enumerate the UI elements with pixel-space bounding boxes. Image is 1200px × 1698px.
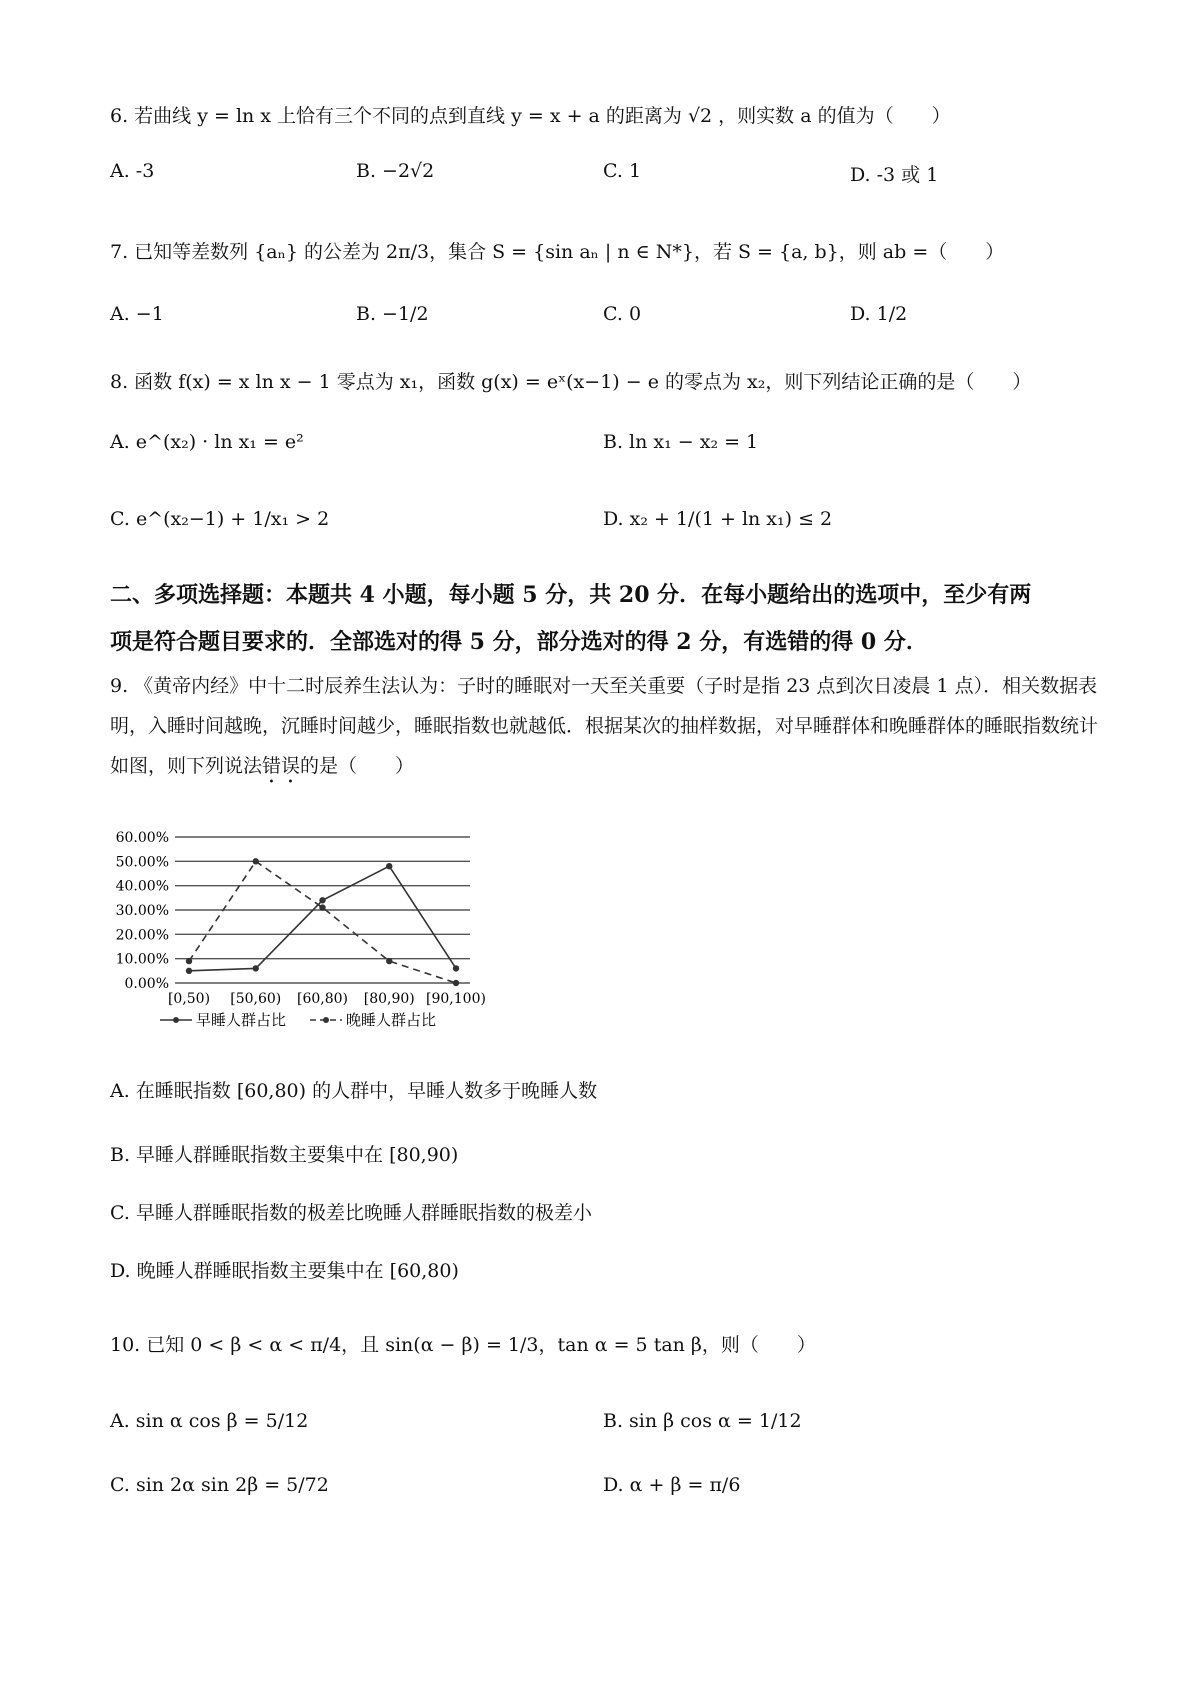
q10-stem: 10. 已知 0 < β < α < π/4，且 sin(α − β) = 1/3，tan α = 5 tan β，则（ ） (110, 1334, 816, 1356)
q7-option-b: B. −1/2 (356, 303, 429, 325)
q8-option-a: A. e^(x₂) · ln x₁ = e² (110, 431, 304, 453)
x-tick-label: [80,90) (363, 991, 415, 1007)
q9-option-d: D. 晚睡人群睡眠指数主要集中在 [60,80) (110, 1260, 459, 1282)
q10-option-a: A. sin α cos β = 5/12 (110, 1410, 309, 1432)
legend-marker (173, 1017, 179, 1023)
data-point (453, 980, 459, 986)
q8-option-c: C. e^(x₂−1) + 1/x₁ > 2 (110, 508, 330, 530)
x-tick-label: [50,60) (230, 991, 282, 1007)
legend-label: 早睡人群占比 (196, 1011, 287, 1029)
q7-option-d: D. 1/2 (850, 303, 908, 325)
q10-option-d: D. α + β = π/6 (603, 1474, 741, 1496)
data-point (453, 965, 459, 971)
q8-option-b: B. ln x₁ − x₂ = 1 (603, 431, 759, 453)
series-line (189, 866, 456, 971)
x-tick-label: [60,80) (296, 991, 349, 1007)
q9-stem (110, 666, 1110, 788)
q6-stem: 6. 若曲线 y = ln x 上恰有三个不同的点到直线 y = x + a 的距离为 √2 ，则实数 a 的值为（ ） (110, 105, 951, 127)
q9-stem-before: 9. 《黄帝内经》中十二时辰养生法认为：子时的睡眠对一天至关重要（子时是指 23 点到次日凌晨 1 点）．相关数据表明，入睡时间越晚，沉睡时间越少，睡眠指数也就越低．根据某次的抽样数据，对早睡群体和晚睡群体的睡眠指数统计如图，则下列说法 (110, 675, 1099, 777)
sleep-index-chart (100, 820, 490, 1035)
y-tick-label: 40.00% (115, 878, 169, 895)
section-heading-line1: 二、多项选择题：本题共 4 小题，每小题 5 分，共 20 分．在每小题给出的选项中，至少有两 (110, 582, 1032, 608)
x-tick-label: [0,50) (167, 991, 211, 1007)
data-point (319, 904, 325, 910)
series-line (189, 861, 456, 983)
data-point (253, 858, 259, 864)
data-point (186, 958, 192, 964)
data-point (319, 897, 325, 903)
q7-option-c: C. 0 (603, 303, 642, 325)
section-heading-line2: 项是符合题目要求的．全部选对的得 5 分，部分选对的得 2 分，有选错的得 0 分． (110, 629, 928, 655)
q6-option-c: C. 1 (603, 160, 642, 182)
y-tick-label: 30.00% (115, 903, 169, 919)
legend-label: 晚睡人群占比 (346, 1011, 437, 1029)
q6-option-a: A. -3 (110, 160, 155, 182)
y-tick-label: 50.00% (115, 854, 169, 871)
y-tick-label: 0.00% (124, 976, 169, 992)
q8-stem: 8. 函数 f(x) = x ln x − 1 零点为 x₁，函数 g(x) = eˣ(x−1) − e 的零点为 x₂，则下列结论正确的是（ ） (110, 371, 1032, 393)
y-tick-label: 20.00% (115, 927, 169, 944)
q9-stem-after: 的是（ ） (300, 755, 415, 777)
data-point (386, 863, 392, 869)
q9-option-a: A. 在睡眠指数 [60,80) 的人群中，早睡人数多于晚睡人数 (110, 1080, 598, 1102)
x-tick-label: [90,100) (426, 991, 486, 1007)
legend-marker (323, 1017, 329, 1023)
y-tick-label: 10.00% (115, 951, 169, 968)
data-point (253, 965, 259, 971)
q6-option-d: D. -3 或 1 (850, 164, 939, 186)
q9-option-c: C. 早睡人群睡眠指数的极差比晚睡人群睡眠指数的极差小 (110, 1202, 592, 1224)
q7-stem: 7. 已知等差数列 {aₙ} 的公差为 2π/3，集合 S = {sin aₙ | n ∈ N*}，若 S = {a, b}，则 ab =（ ） (110, 241, 1005, 263)
q7-option-a: A. −1 (110, 303, 164, 325)
q10-option-c: C. sin 2α sin 2β = 5/72 (110, 1474, 329, 1496)
q10-option-b: B. sin β cos α = 1/12 (603, 1410, 802, 1432)
q6-option-b: B. −2√2 (356, 160, 435, 182)
q9-option-b: B. 早睡人群睡眠指数主要集中在 [80,90) (110, 1144, 459, 1166)
q8-option-d: D. x₂ + 1/(1 + ln x₁) ≤ 2 (603, 508, 833, 530)
y-tick-label: 60.00% (115, 830, 169, 846)
data-point (386, 958, 392, 964)
data-point (186, 968, 192, 974)
q9-stem-emphasis: 错误 (262, 755, 301, 777)
